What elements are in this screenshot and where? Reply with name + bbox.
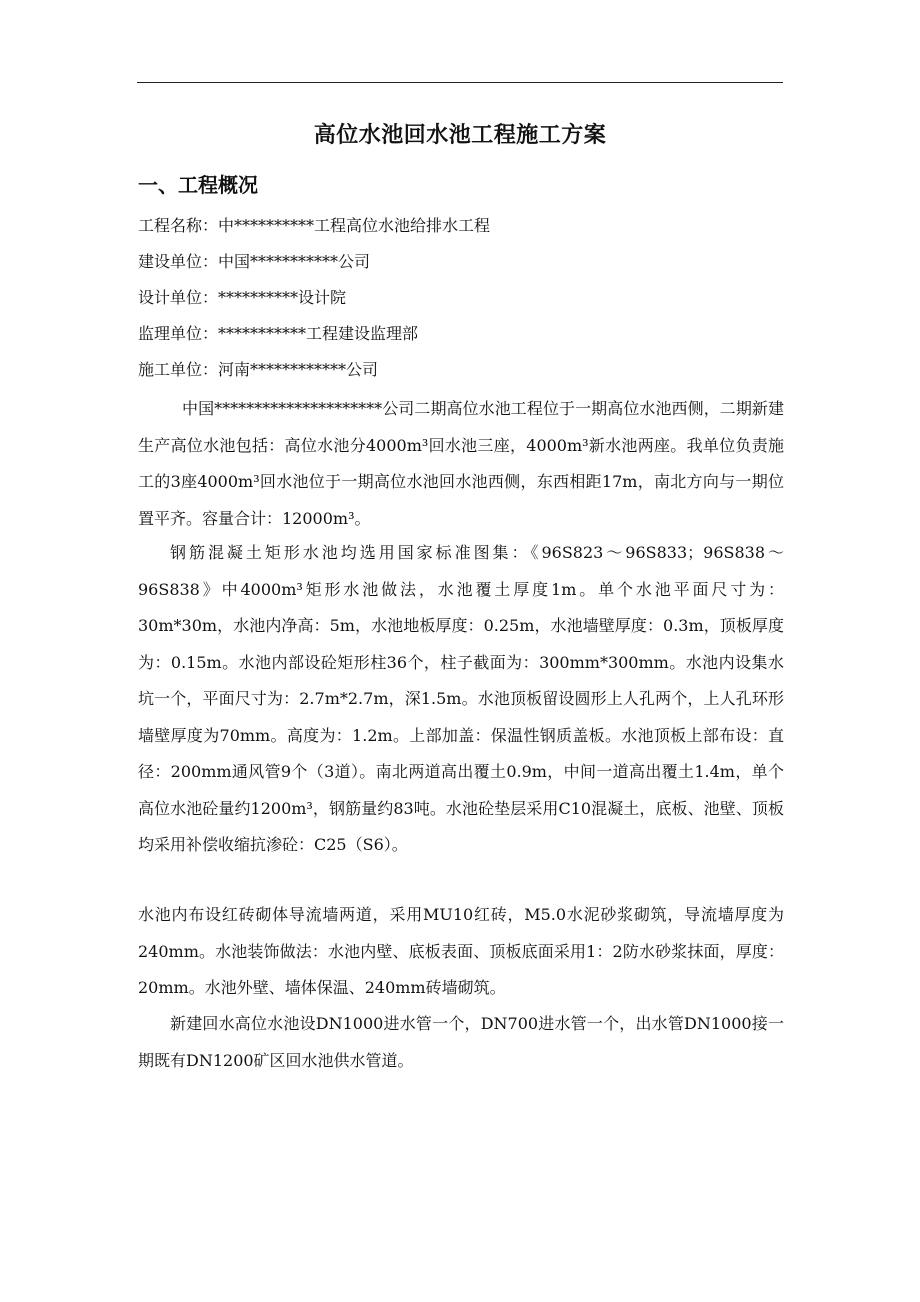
paragraph-pipes: 新建回水高位水池设DN1000进水管一个，DN700进水管一个，出水管DN1000接一期既有DN1200矿区回水池供水管道。 bbox=[138, 1014, 784, 1070]
info-owner: 建设单位：中国***********公司 bbox=[138, 252, 371, 271]
document-title: 高位水池回水池工程施工方案 bbox=[313, 123, 607, 148]
info-contractor: 施工单位：河南************公司 bbox=[138, 360, 379, 379]
info-project-name: 工程名称：中**********工程高位水池给排水工程 bbox=[138, 216, 491, 235]
project-info-list bbox=[138, 208, 788, 388]
section-heading: 一、工程概况 bbox=[138, 173, 258, 197]
info-supervisor: 监理单位：***********工程建设监理部 bbox=[138, 324, 419, 343]
header-rule bbox=[137, 82, 783, 83]
info-designer: 设计单位：**********设计院 bbox=[138, 288, 347, 307]
paragraph-finishes: 水池内布设红砖砌体导流墙两道，采用MU10红砖，M5.0水泥砂浆砌筑，导流墙厚度为240mm。水池装饰做法：水池内壁、底板表面、顶板底面采用1：2防水砂浆抹面，厚度：20mm。水池外壁、墙体保温、240mm砖墙砌筑。 bbox=[138, 905, 784, 997]
paragraph-structure: 钢筋混凝土矩形水池均选用国家标准图集：《96S823～96S833；96S838～96S838》中4000m³矩形水池做法，水池覆土厚度1m。单个水池平面尺寸为：30m*30m，水池内净高：5m，水池地板厚度：0.25m，水池墙壁厚度：0.3m，顶板厚度为：0.15m。水池内部设砼矩形柱36个，柱子截面为：300mm*300mm。水池内设集水坑一个，平面尺寸为：2.7m*2.7m，深1.5m。水池顶板留设圆形上人孔两个，上人孔环形墙壁厚度为70mm。高度为：1.2m。上部加盖：保温性钢质盖板。水池顶板上部布设：直径：200mm通风管9个（3道）。南北两道高出覆土0.9m，中间一道高出覆土1.4m，单个高位水池砼量约1200m³，钢筋量约83吨。水池砼垫层采用C10混凝土，底板、池壁、顶板均采用补偿收缩抗渗砼：C25（S6）。 bbox=[138, 543, 784, 854]
paragraph-overview: 中国*********************公司二期高位水池工程位于一期高位水池西侧，二期新建生产高位水池包括：高位水池分4000m³回水池三座，4000m³新水池两座。我单位负责施工的3座4000m³回水池位于一期高位水池回水池西侧，东西相距17m，南北方向与一期位置平齐。容量合计：12000m³。 bbox=[138, 399, 784, 528]
